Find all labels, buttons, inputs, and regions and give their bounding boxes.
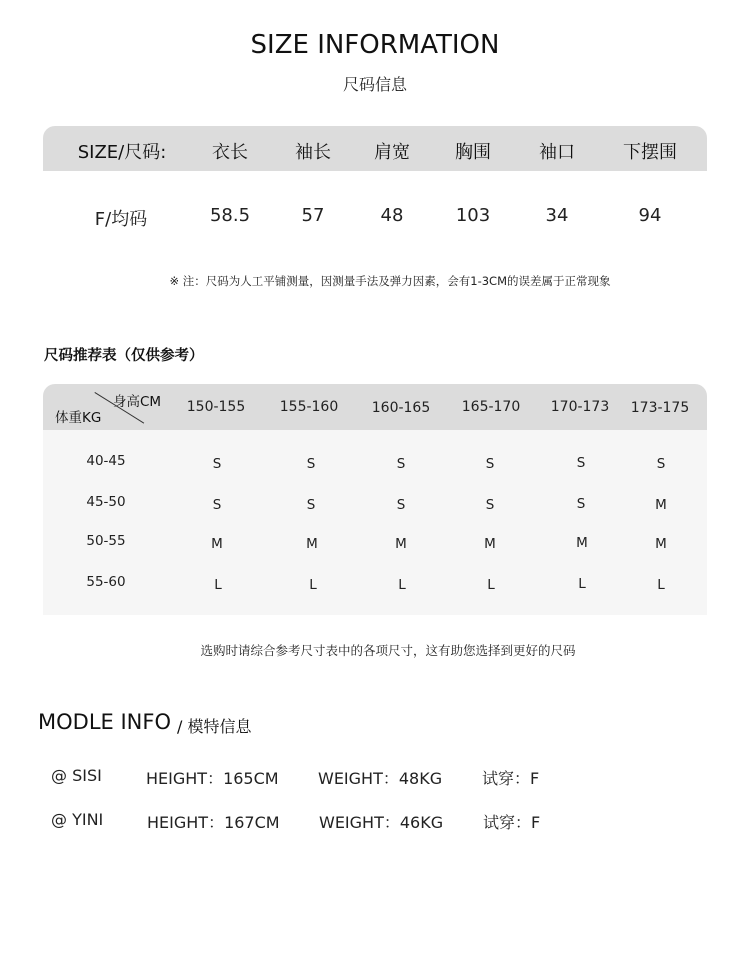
size-recommendation: M bbox=[655, 536, 667, 552]
model-height: HEIGHT：165CM bbox=[146, 769, 279, 788]
weight-range-label: 55-60 bbox=[86, 574, 126, 590]
size-recommendation: L bbox=[398, 577, 406, 593]
size-recommendation: S bbox=[306, 497, 316, 513]
size-recommendation: S bbox=[306, 456, 316, 472]
size-col-header: 肩宽 bbox=[374, 142, 410, 163]
recommend-table-body bbox=[43, 430, 707, 615]
size-recommendation: S bbox=[485, 456, 495, 472]
size-col-header: 胸围 bbox=[455, 142, 491, 163]
size-recommendation: S bbox=[212, 497, 222, 513]
size-recommendation: S bbox=[656, 456, 666, 472]
size-recommendation: S bbox=[396, 456, 406, 472]
height-range-header: 173-175 bbox=[630, 400, 690, 416]
height-range-header: 170-173 bbox=[550, 399, 610, 415]
model-weight: WEIGHT：48KG bbox=[318, 769, 443, 788]
size-recommendation: S bbox=[576, 496, 586, 512]
size-cell: 57 bbox=[301, 205, 325, 226]
model-info-title: MODLE INFO bbox=[38, 710, 171, 734]
height-range-header: 155-160 bbox=[279, 399, 339, 415]
model-name: @ YINI bbox=[51, 810, 104, 829]
size-cell: 103 bbox=[455, 205, 491, 226]
size-col-header: 袖口 bbox=[539, 142, 575, 163]
size-advice: 选购时请综合参考尺寸表中的各项尺寸，这有助您选择到更好的尺码 bbox=[200, 643, 576, 658]
model-fit-size: 试穿：F bbox=[482, 769, 540, 788]
size-recommendation: M bbox=[306, 536, 318, 552]
height-range-header: 160-165 bbox=[371, 400, 431, 416]
model-fit-size: 试穿：F bbox=[483, 813, 541, 832]
size-col-header: 下摆围 bbox=[623, 142, 677, 163]
size-cell: 48 bbox=[380, 205, 404, 226]
model-info-subtitle: / 模特信息 bbox=[177, 717, 252, 736]
size-recommendation: L bbox=[214, 577, 222, 593]
model-name: @ SISI bbox=[51, 766, 102, 785]
size-recommendation: M bbox=[211, 536, 223, 552]
page-subtitle: 尺码信息 bbox=[342, 75, 407, 94]
size-col-header: SIZE/尺码: bbox=[77, 142, 167, 163]
size-recommendation: S bbox=[212, 456, 222, 472]
model-weight: WEIGHT：46KG bbox=[319, 813, 444, 832]
size-recommendation: M bbox=[395, 536, 407, 552]
size-recommendation: M bbox=[576, 535, 588, 551]
size-recommendation: L bbox=[487, 577, 495, 593]
size-recommendation: M bbox=[655, 497, 667, 513]
size-col-header: 袖长 bbox=[295, 142, 331, 163]
size-recommendation: L bbox=[309, 577, 317, 593]
measurement-note: ※ 注：尺码为人工平铺测量，因测量手法及弹力因素，会有1-3CM的误差属于正常现象 bbox=[169, 274, 611, 288]
size-recommendation: S bbox=[576, 455, 586, 471]
page-title: SIZE INFORMATION bbox=[250, 30, 500, 60]
weight-corner-label: 体重KG bbox=[55, 410, 102, 426]
height-range-header: 150-155 bbox=[186, 399, 246, 415]
size-recommendation: L bbox=[578, 576, 586, 592]
height-corner-label: 身高CM bbox=[113, 394, 162, 410]
size-cell: 94 bbox=[638, 205, 662, 226]
height-range-header: 165-170 bbox=[461, 399, 521, 415]
size-recommendation: L bbox=[657, 577, 665, 593]
size-col-header: 衣长 bbox=[212, 142, 248, 163]
recommend-table-header bbox=[43, 384, 707, 430]
size-cell: 34 bbox=[545, 205, 569, 226]
size-table-header bbox=[43, 126, 707, 171]
weight-range-label: 50-55 bbox=[86, 533, 126, 549]
size-cell: 58.5 bbox=[209, 205, 251, 226]
weight-range-label: 45-50 bbox=[86, 494, 126, 510]
size-recommendation: S bbox=[485, 497, 495, 513]
size-recommendation: M bbox=[484, 536, 496, 552]
recommend-table-title: 尺码推荐表（仅供参考） bbox=[44, 348, 204, 364]
size-cell: F/均码 bbox=[94, 209, 148, 230]
size-recommendation: S bbox=[396, 497, 406, 513]
weight-range-label: 40-45 bbox=[86, 453, 126, 469]
model-height: HEIGHT：167CM bbox=[147, 813, 280, 832]
